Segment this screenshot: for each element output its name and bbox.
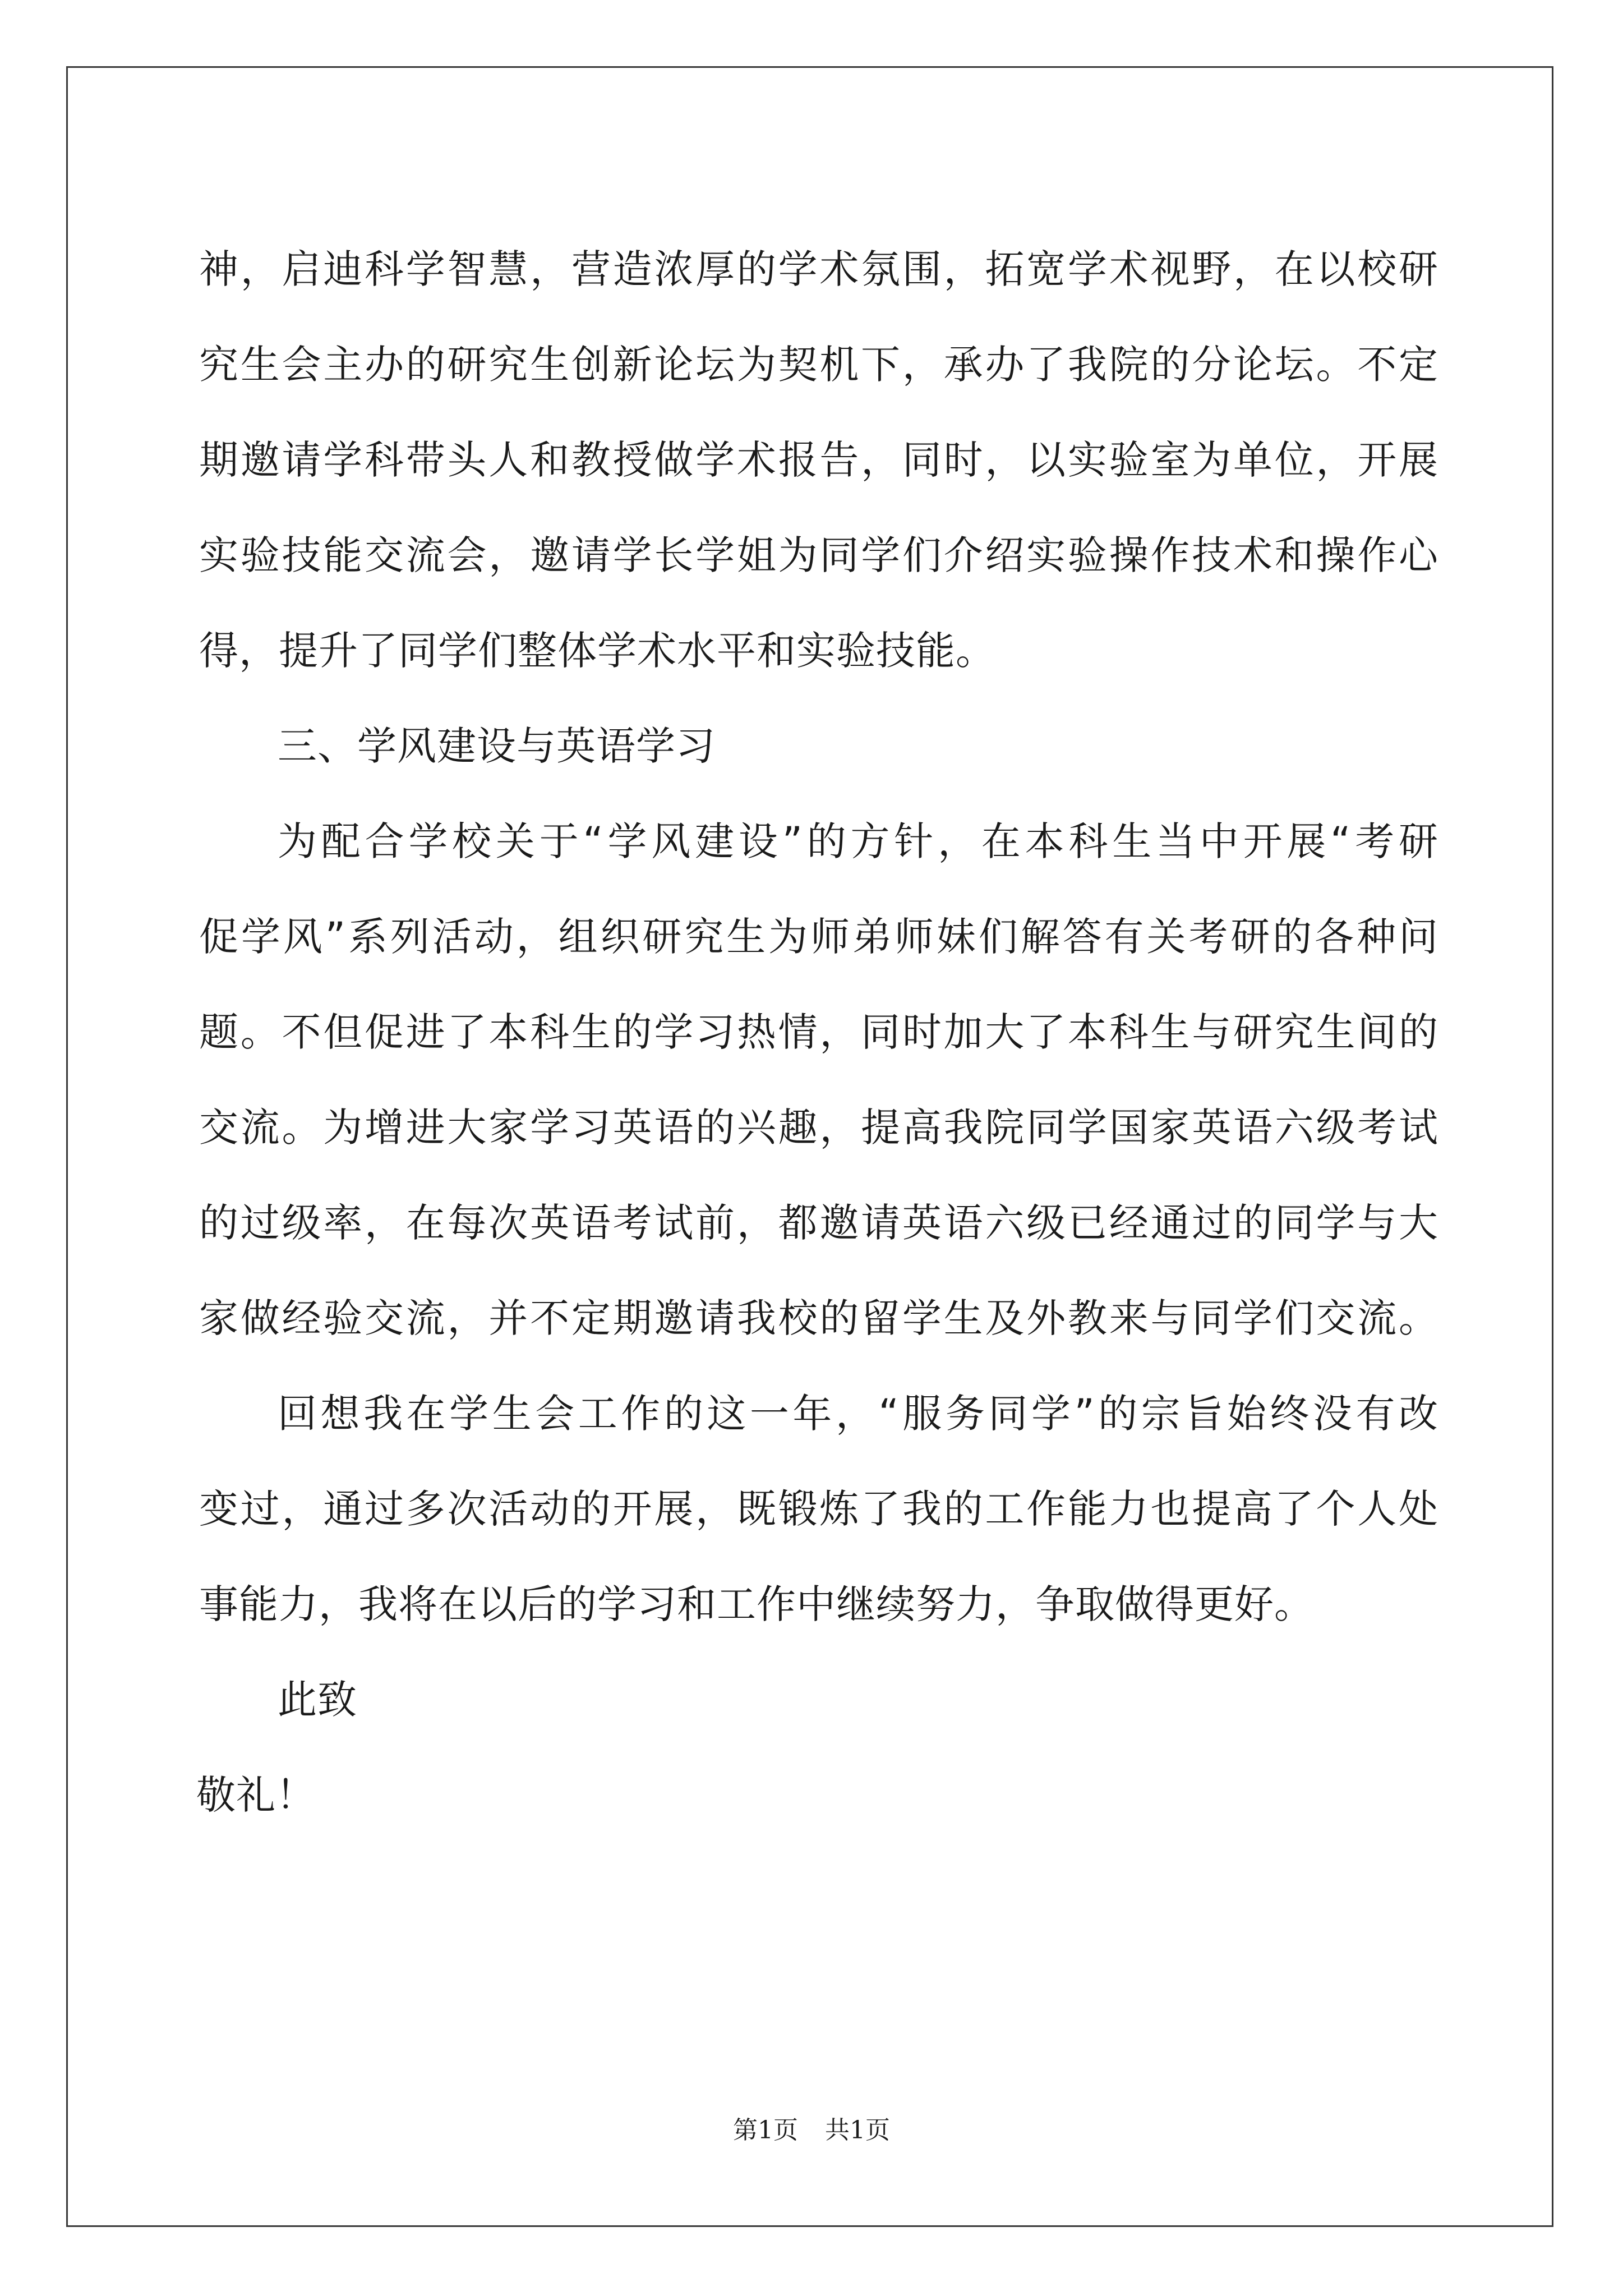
body-line: 变过，通过多次活动的开展，既锻炼了我的工作能力也提高了个人处 [199, 1486, 1438, 1532]
page-footer [0, 2114, 1623, 2147]
page-number: 第1页 [733, 2116, 798, 2145]
body-line: 促学风”系列活动，组织研究生为师弟师妹们解答有关考研的各种问 [199, 914, 1438, 960]
closing-salutation: 此致 [278, 1677, 357, 1723]
body-line: 家做经验交流，并不定期邀请我校的留学生及外教来与同学们交流。 [199, 1295, 1438, 1341]
body-line: 得，提升了同学们整体学术水平和实验技能。 [199, 628, 995, 674]
body-line: 究生会主办的研究生创新论坛为契机下，承办了我院的分论坛。不定 [199, 342, 1438, 388]
body-line: 交流。为增进大家学习英语的兴趣，提高我院同学国家英语六级考试 [199, 1105, 1438, 1151]
section-heading: 三、学风建设与英语学习 [278, 723, 716, 769]
body-line: 事能力，我将在以后的学习和工作中继续努力，争取做得更好。 [199, 1581, 1314, 1627]
body-line: 为配合学校关于“学风建设”的方针，在本科生当中开展“考研 [278, 818, 1438, 864]
body-line: 回想我在学生会工作的这一年，“服务同学”的宗旨始终没有改 [278, 1391, 1438, 1437]
body-line: 期邀请学科带头人和教授做学术报告，同时，以实验室为单位，开展 [199, 437, 1438, 483]
body-line: 实验技能交流会，邀请学长学姐为同学们介绍实验操作技术和操作心 [199, 532, 1438, 578]
page-total: 共1页 [825, 2116, 890, 2145]
body-line: 神，启迪科学智慧，营造浓厚的学术氛围，拓宽学术视野，在以校研 [199, 246, 1438, 292]
body-line: 的过级率，在每次英语考试前，都邀请英语六级已经通过的同学与大 [199, 1200, 1438, 1246]
document-body [196, 222, 1438, 1843]
body-line: 题。不但促进了本科生的学习热情，同时加大了本科生与研究生间的 [199, 1009, 1438, 1055]
closing-regards: 敬礼！ [196, 1772, 316, 1818]
